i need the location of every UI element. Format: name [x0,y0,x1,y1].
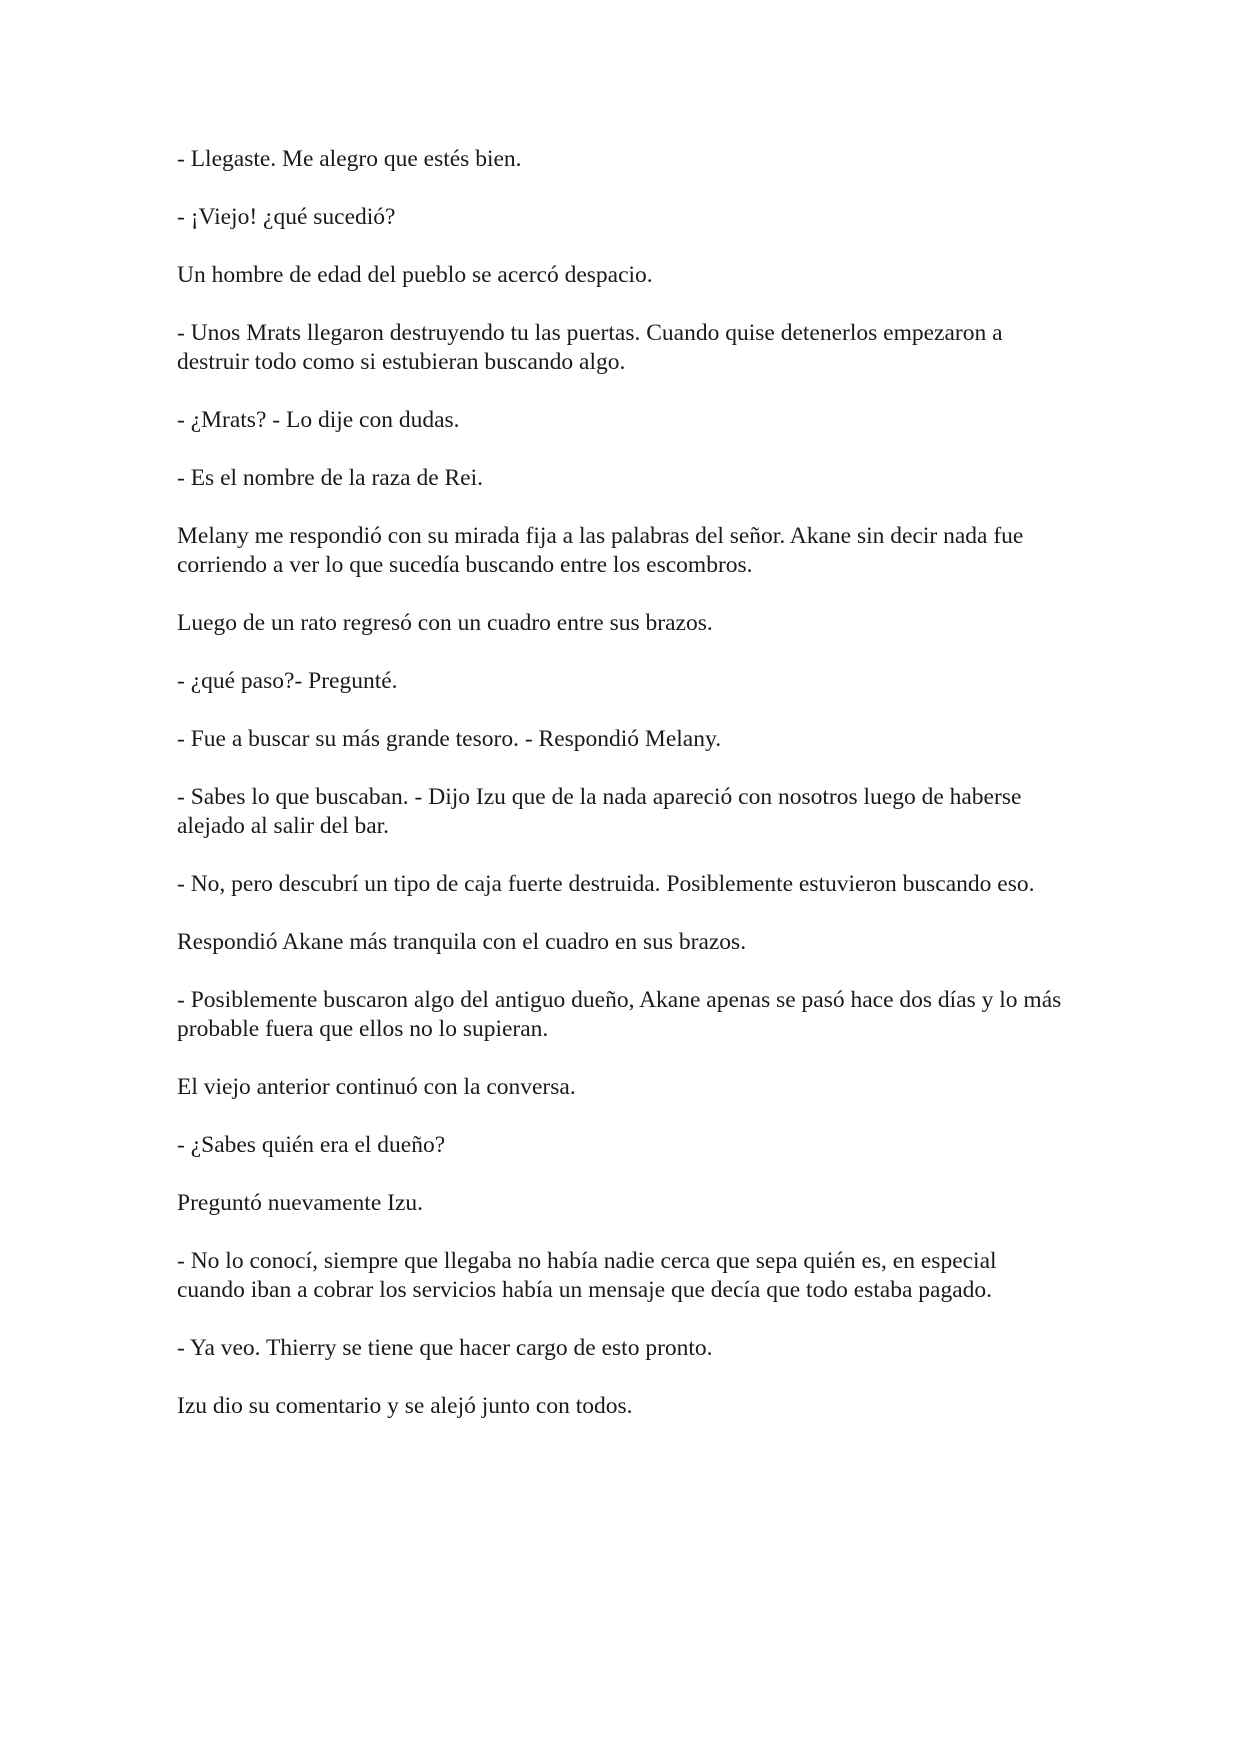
paragraph: - ¿qué paso?- Pregunté. [177,668,398,694]
paragraph: Melany me respondió con su mirada fija a las palabras del señor. Akane sin decir nada fue corriendo a ver lo que sucedía buscando entre los escombros. [177,523,1024,578]
paragraph: - No, pero descubrí un tipo de caja fuerte destruida. Posiblemente estuvieron buscando eso. [177,871,1035,897]
paragraph: Respondió Akane más tranquila con el cuadro en sus brazos. [177,929,747,955]
paragraph: - ¿Sabes quién era el dueño? [177,1132,446,1158]
paragraph: Un hombre de edad del pueblo se acercó despacio. [177,262,653,288]
paragraph: El viejo anterior continuó con la conversa. [177,1074,576,1100]
paragraph: - Llegaste. Me alegro que estés bien. [177,146,522,172]
paragraph: Izu dio su comentario y se alejó junto con todos. [177,1393,633,1419]
paragraph: - Posiblemente buscaron algo del antiguo dueño, Akane apenas se pasó hace dos días y lo más probable fuera que ellos no lo supieran. [177,987,1062,1042]
paragraph: - No lo conocí, siempre que llegaba no había nadie cerca que sepa quién es, en especial cuando iban a cobrar los servicios había un mensaje que decía que todo estaba pagado. [177,1248,997,1303]
paragraph: - ¿Mrats? - Lo dije con dudas. [177,407,460,433]
paragraph: - Fue a buscar su más grande tesoro. - Respondió Melany. [177,726,722,752]
paragraph: - Unos Mrats llegaron destruyendo tu las puertas. Cuando quise detenerlos empezaron a destruir todo como si estubieran buscando algo. [177,320,1003,375]
paragraph: - Ya veo. Thierry se tiene que hacer cargo de esto pronto. [177,1335,713,1361]
document-body [177,145,1067,1450]
paragraph: Luego de un rato regresó con un cuadro entre sus brazos. [177,610,713,636]
paragraph: - ¡Viejo! ¿qué sucedió? [177,204,396,230]
paragraph: Preguntó nuevamente Izu. [177,1190,424,1216]
paragraph: - Es el nombre de la raza de Rei. [177,465,484,491]
paragraph: - Sabes lo que buscaban. - Dijo Izu que de la nada apareció con nosotros luego de haberse alejado al salir del bar. [177,784,1022,839]
